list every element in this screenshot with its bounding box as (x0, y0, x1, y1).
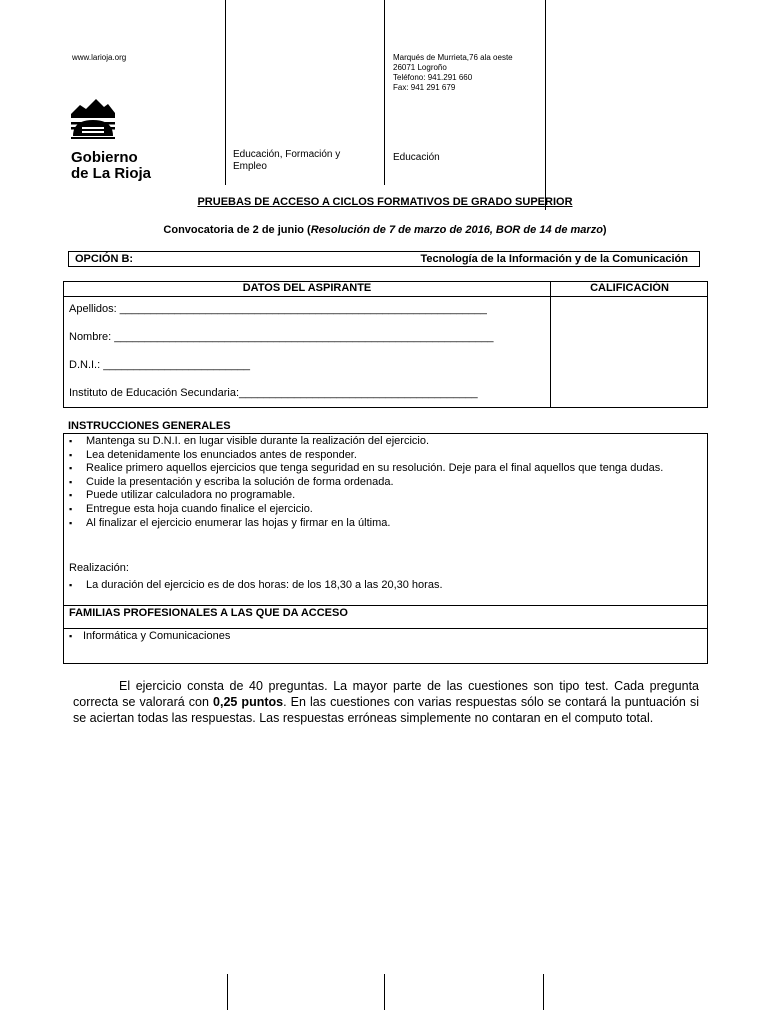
families-top-rule (64, 605, 707, 606)
gobierno-la-rioja-emblem-icon (70, 98, 116, 140)
instruction-item: ▪ Puede utilizar calculadora no programable. (69, 489, 702, 503)
department-line-1: Educación, Formación y (233, 149, 341, 160)
convocatoria-suffix: ) (602, 224, 607, 236)
instruction-item: ▪ Al finalizar el ejercicio enumerar las hojas y firmar en la última. (69, 517, 702, 531)
description-part-1: El ejercicio consta de 40 preguntas. La mayor parte de las cuestiones son tipo test. Cada pregunta correcta se valorará con (73, 679, 699, 709)
header-divider-3 (545, 0, 546, 210)
footer-divider-3 (543, 974, 544, 1010)
instruction-item: ▪ Entregue esta hoja cuando finalice el ejercicio. (69, 503, 702, 517)
instruction-item: ▪ Mantenga su D.N.I. en lugar visible durante la realización del ejercicio. (69, 435, 702, 449)
footer-divider-2 (384, 974, 385, 1010)
grade-cell (551, 297, 708, 407)
phone-line: Teléfono: 941.291 660 (393, 73, 473, 82)
header-divider-1 (225, 0, 226, 185)
instructions-list (69, 435, 702, 530)
instructions-box (63, 433, 708, 664)
fax-line: Fax: 941 291 679 (393, 83, 456, 92)
grade-header: CALIFICACIÓN (590, 282, 669, 294)
realization-list (69, 579, 702, 593)
option-box (68, 251, 700, 267)
instruction-item: ▪ Cuide la presentación y escriba la solución de forma ordenada. (69, 476, 702, 490)
address-line: 26071 Logroño (393, 63, 447, 72)
description-part-2: . En las cuestiones con varias respuestas sólo se contará la puntuación si se aciertan todas las respuestas. Las respuestas erróneas simplemente no contaran en el computo total. (73, 695, 699, 725)
department-name (233, 149, 340, 173)
dni-field[interactable]: D.N.I.: ________________________ (69, 359, 251, 371)
realization-label: Realización: (69, 562, 129, 574)
surname-field[interactable]: Apellidos: ____________________________________________________________ (69, 303, 487, 315)
exam-description (73, 678, 699, 726)
government-logo-text (71, 150, 151, 182)
department-line-2: Empleo (233, 161, 267, 172)
footer-divider-1 (227, 974, 228, 1010)
candidate-data-header: DATOS DEL ASPIRANTE (242, 282, 372, 294)
candidate-data-table (63, 281, 708, 408)
family-item: ▪ Informática y Comunicaciones (69, 630, 702, 644)
families-list (69, 630, 702, 644)
convocatoria-prefix: Convocatoria de 2 de junio ( (163, 224, 311, 236)
convocatoria-line (0, 224, 770, 236)
families-header: FAMILIAS PROFESIONALES A LAS QUE DA ACCESO (69, 607, 348, 619)
school-field[interactable]: Instituto de Educación Secundaria:_______________________________________ (69, 387, 478, 399)
convocatoria-resolution: Resolución de 7 de marzo de 2016, BOR de 14 de marzo (310, 224, 603, 236)
name-field[interactable]: Nombre: ______________________________________________________________ (69, 331, 494, 343)
website-link[interactable]: www.larioja.org (72, 53, 127, 62)
address-line: Marqués de Murrieta,76 ala oeste (393, 53, 513, 62)
realization-item: ▪ La duración del ejercicio es de dos horas: de los 18,30 a las 20,30 horas. (69, 579, 702, 593)
document-title: PRUEBAS DE ACCESO A CICLOS FORMATIVOS DE GRADO SUPERIOR (197, 196, 573, 208)
logo-line-1: Gobierno (71, 149, 138, 166)
address-block (393, 53, 513, 93)
families-bottom-rule (64, 628, 707, 629)
instruction-item: ▪ Realice primero aquellos ejercicios que tenga seguridad en su resolución. Deje para el final aquellos que tenga dudas. (69, 462, 702, 476)
instruction-item: ▪ Lea detenidamente los enunciados antes de responder. (69, 449, 702, 463)
option-label: OPCIÓN B: (75, 253, 134, 265)
option-subject: Tecnología de la Información y de la Comunicación (420, 253, 688, 265)
directorate-name: Educación (393, 152, 440, 163)
header-divider-2 (384, 0, 385, 185)
points-value: 0,25 puntos (213, 695, 284, 709)
instructions-header: INSTRUCCIONES GENERALES (68, 420, 231, 432)
logo-line-2: de La Rioja (71, 165, 152, 182)
